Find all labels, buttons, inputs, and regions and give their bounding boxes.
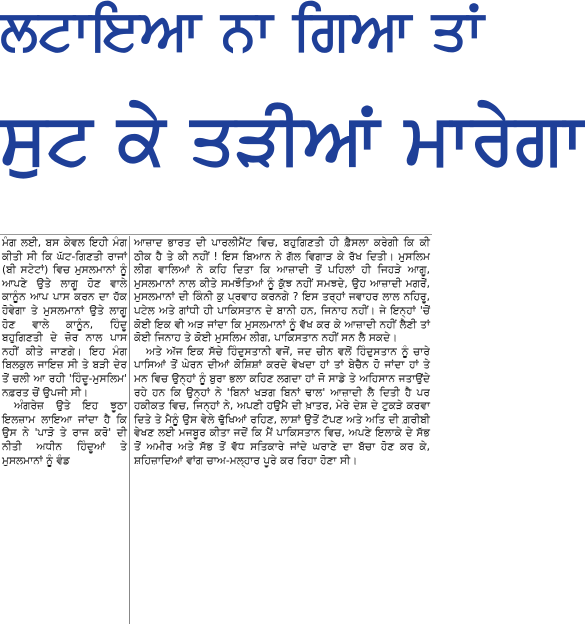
headline-line-1: ਲਟਾਇਆ ਨਾ ਗਿਆ ਤਾਂ bbox=[0, 0, 484, 63]
headline-line-2: ਸੁਟ ਕੇ ਤੜੀਆਂ ਮਾਰੇਗਾ bbox=[0, 98, 585, 180]
paragraph: ਅਤੇ ਅੱਜ ਇਕ ਸੱਚੇ ਹਿੰਦੁਸਤਾਨੀ ਵਜੋਂ, ਜਦ ਚੀਨ ਵਲੋਂ ਹਿੰਦੁਸਤਾਨ ਨੂੰ ਚਾਰੇ ਪਾਸਿਆਂ ਤੋਂ ਘੇਰਨ ਦੀਆਂ ਕੋਸ਼ਿਸ਼ਾਂ ਕਰਦੇ ਵੇਖਦਾ ਹਾਂ ਤਾਂ ਬੇਚੈਨ ਹੋ ਜਾਂਦਾ ਹਾਂ ਤੇ ਮਨ ਵਿਚ ਉਨ੍ਹਾਂ ਨੂੰ ਬੁਰਾ ਭਲਾ ਕਹਿਣ ਲਗਦਾ ਹਾਂ ਜੋ ਸਾਡੇ ਤੇ ਅਹਿਸਾਨ ਜਤਾਉਂਦੇ ਰਹੇ ਹਨ ਕਿ ਉਨ੍ਹਾਂ ਨੇ 'ਬਿਨਾਂ ਖੜਗ ਬਿਨਾਂ ਢਾਲ' ਆਜ਼ਾਦੀ ਲੈ ਦਿਤੀ ਹੈ ਪਰ ਹਕੀਕਤ ਵਿਚ, ਜਿਨ੍ਹਾਂ ਨੇ, ਅਪਣੀ ਹਉਮੈ ਦੀ ਖ਼ਾਤਰ, ਮੇਰੇ ਦੇਸ਼ ਦੇ ਟੁਕੜੇ ਕਰਵਾ ਦਿਤੇ ਤੇ ਮੈਨੂੰ ਉਸ ਵੇਲੇ ਢੁੱਖਿਆਂ ਰਹਿਣ, ਲਾਸ਼ਾਂ ਉਤੋਂ ਟੱਪਣ ਅਤੇ ਅਤਿ ਦੀ ਗ਼ਰੀਬੀ ਵੇਖਣ ਲਈ ਮਜਬੂਰ ਕੀਤਾ ਜਦੋਂ ਕਿ ਮੈਂ ਪਾਕਿਸਤਾਨ ਵਿਚ, ਅਪਣੇ ਇਲਾਕੇ ਦੇ ਸੱਭ ਤੋਂ ਅਮੀਰ ਅਤੇ ਸੱਭ ਤੋਂ ਵੱਧ ਸਤਿਕਾਰੇ ਜਾਂਦੇ ਘਰਾਣੇ ਦਾ ਬੱਚਾ ਹੋਣ ਕਰ ਕੇ, ਸ਼ਹਿਜ਼ਾਦਿਆਂ ਵਾਂਗ ਚਾਅ-ਮਲ੍ਹਾਰ ਪੂਰੇ ਕਰ ਰਿਹਾ ਹੋਣਾ ਸੀ। bbox=[134, 345, 430, 467]
paragraph: ਮੰਗ ਲਈ, ਬਸ ਕੇਵਲ ਇਹੀ ਮੰਗ ਕੀਤੀ ਸੀ ਕਿ ਘੱਟ-ਗਿਣਤੀ ਰਾਜਾਂ (ਬੀ ਸਟੇਟਾਂ) ਵਿਚ ਮੁਸਲਮਾਨਾਂ ਨੂੰ ਆਪਣੇ ਉਤੇ ਲਾਗੂ ਹੋਣ ਵਾਲੇ ਕਾਨੂੰਨ ਆਪ ਪਾਸ ਕਰਨ ਦਾ ਹੱਕ ਹੋਵੇਗਾ ਤੇ ਮੁਸਲਮਾਨਾਂ ਉਤੇ ਲਾਗੂ ਹੋਣ ਵਾਲੇ ਕਾਨੂੰਨ, ਹਿੰਦੂ ਬਹੁਗਿਣਤੀ ਦੇ ਜ਼ੋਰ ਨਾਲ ਪਾਸ ਨਹੀਂ ਕੀਤੇ ਜਾਣਗੇ। ਇਹ ਮੰਗ ਬਿਲਕੁਲ ਜਾਇਜ਼ ਸੀ ਤੇ ਬੜੀ ਦੇਰ ਤੋਂ ਚਲੀ ਆ ਰਹੀ 'ਹਿੰਦੂ-ਮੁਸਲਿਮ' ਨਫ਼ਰਤ ਚੋਂ ਉਪਜੀ ਸੀ। bbox=[2, 237, 127, 399]
paragraph: ਅੰਗਰੇਜ਼ ਉਤੇ ਇਹ ਝੂਠਾ ਇਲਜ਼ਾਮ ਲਾਇਆ ਜਾਂਦਾ ਹੈ ਕਿ ਉਸ ਨੇ 'ਪਾੜੋ ਤੇ ਰਾਜ ਕਰੋ' ਦੀ ਨੀਤੀ ਅਧੀਨ ਹਿੰਦੂਆਂ ਤੇ ਮੁਸਲਮਾਨਾਂ ਨੂੰ ਵੰਡ bbox=[2, 400, 127, 467]
article-right-column bbox=[134, 237, 430, 624]
headline-rule bbox=[0, 234, 432, 235]
paragraph: ਆਜ਼ਾਦ ਭਾਰਤ ਦੀ ਪਾਰਲੀਮੈਂਟ ਵਿਚ, ਬਹੁਗਿਣਤੀ ਹੀ ਫ਼ੈਸਲਾ ਕਰੇਗੀ ਕਿ ਕੀ ਠੀਕ ਹੈ ਤੇ ਕੀ ਨਹੀਂ ! ਇਸ ਬਿਆਨ ਨੇ ਗੱਲ ਵਿਗਾੜ ਕੇ ਰੱਖ ਦਿਤੀ। ਮੁਸਲਿਮ ਲੀਗ ਵਾਲਿਆਂ ਨੇ ਕਹਿ ਦਿਤਾ ਕਿ ਆਜ਼ਾਦੀ ਤੋਂ ਪਹਿਲਾਂ ਹੀ ਜਿਹੜੇ ਆਗੂ, ਮੁਸਲਮਾਨਾਂ ਨਾਲ ਕੀਤੇ ਸਮਝੌਤਿਆਂ ਨੂੰ ਕੁੱਝ ਨਹੀਂ ਸਮਝਦੇ, ਉਹ ਆਜ਼ਾਦੀ ਮਗਰੋਂ, ਮੁਸਲਮਾਨਾਂ ਦੀ ਕਿੰਨੀ ਕੁ ਪ੍ਰਵਾਹ ਕਰਨਗੇ ? ਇਸ ਤਰ੍ਹਾਂ ਜਵਾਹਰ ਲਾਲ ਨਹਿਰੂ, ਪਟੇਲ ਅਤੇ ਗਾਂਧੀ ਹੀ ਪਾਕਿਸਤਾਨ ਦੇ ਬਾਨੀ ਹਨ, ਜਿਨਾਹ ਨਹੀਂ। ਜੇ ਇਨ੍ਹਾਂ 'ਚੋਂ ਕੋਈ ਇਕ ਵੀ ਅੜ ਜਾਂਦਾ ਕਿ ਮੁਸਲਮਾਨਾਂ ਨੂੰ ਵੱਖ ਕਰ ਕੇ ਆਜ਼ਾਦੀ ਨਹੀਂ ਲੈਣੀ ਤਾਂ ਕੋਈ ਜਿਨਾਹ ਤੇ ਕੋਈ ਮੁਸਲਿਮ ਲੀਗ, ਪਾਕਿਸਤਾਨ ਨਹੀਂ ਸਨ ਲੈ ਸਕਦੇ। bbox=[134, 237, 430, 345]
article-left-column bbox=[2, 237, 127, 624]
column-divider bbox=[129, 236, 130, 624]
